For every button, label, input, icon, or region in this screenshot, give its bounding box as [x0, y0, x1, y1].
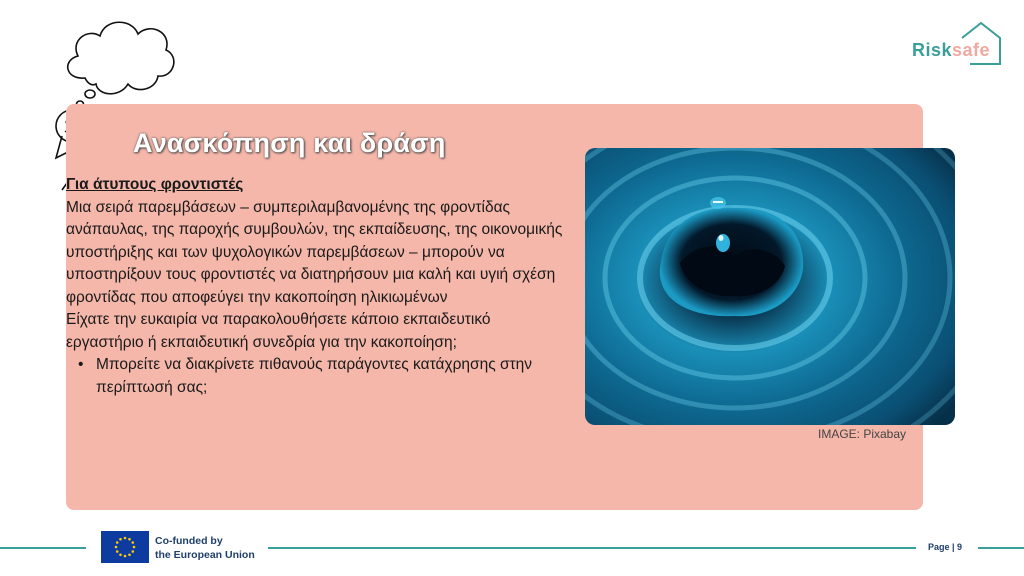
- image-caption: IMAGE: Pixabay: [818, 427, 907, 441]
- slide-title: Ανασκόπηση και δράση: [133, 128, 446, 158]
- bullet-dot: •: [78, 356, 84, 373]
- section-heading: Για άτυπους φροντιστές: [66, 176, 244, 193]
- water-drop-photo: [585, 148, 955, 425]
- bullet-text: Μπορείτε να διακρίνετε πιθανούς παράγοντες κατάχρησης στην περίπτωσή σας;: [96, 356, 533, 396]
- bullet-item: [66, 354, 571, 399]
- eu-cofunded-text: [155, 534, 255, 562]
- eu-line-2: the European Union: [155, 549, 255, 561]
- page-number: Page | 9: [928, 542, 963, 552]
- logo-risk-text: Risk: [912, 40, 953, 60]
- body-text: [66, 174, 571, 399]
- paragraph-interventions: Μια σειρά παρεμβάσεων – συμπεριλαμβανομένης της φροντίδας ανάπαυλας, της παροχής συμβουλών, της εκπαίδευσης, της οικονομικής υποστήριξης και των ψυχολογικών παρεμβάσεων – μπορούν να υποστηρίξουν τους φροντιστές να διατηρήσουν μια καλή και υγιή σχέση φροντίδας που αποφεύγει την κακοποίηση ηλικιωμένων: [66, 198, 563, 306]
- eu-flag-icon: [101, 531, 149, 563]
- logo-safe-text: safe: [952, 40, 991, 60]
- logo-wordmark: [912, 40, 990, 61]
- risksafe-logo: [912, 20, 1008, 70]
- thought-bubble-icon: [68, 22, 174, 113]
- paragraph-question: Είχατε την ευκαιρία να παρακολουθήσετε κάποιο εκπαιδευτικό εργαστήριο ή εκπαιδευτική συνεδρία για την κακοποίηση;: [66, 311, 491, 351]
- eu-line-1: Co-funded by: [155, 535, 223, 547]
- footer-line-middle: [268, 547, 916, 549]
- footer-line-left: [0, 547, 86, 549]
- footer-line-right: [978, 547, 1024, 549]
